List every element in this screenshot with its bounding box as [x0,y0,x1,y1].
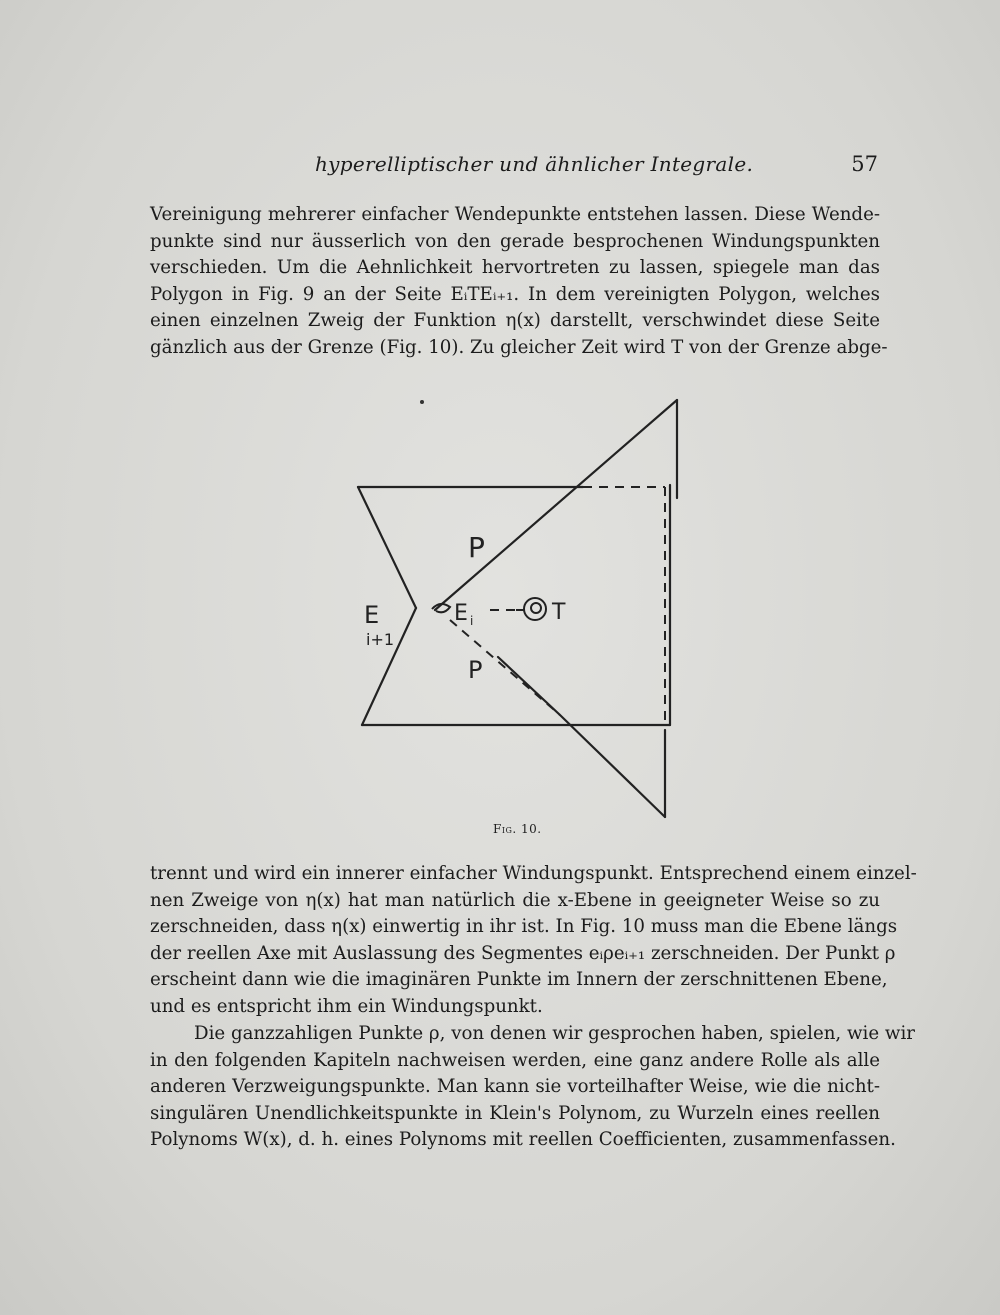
page-number: 57 [851,152,878,176]
label-e-left-sub: i+1 [366,630,395,649]
text-line: Polynoms W(x), d. h. eines Polynoms mit reellen Coefficienten, zusammenfassen. [150,1129,896,1151]
running-title: hyperelliptischer und ähnlicher Integrale. [315,152,754,176]
label-e-left: E [364,601,380,629]
text-line: punkte sind nur äusserlich von den gerade besprochenen Windungspunkten [150,230,880,252]
label-p-lower: P [468,656,483,684]
label-p-upper: P [468,531,485,564]
text-line: trennt und wird ein innerer einfacher Windungspunkt. Entsprechend einem einzel- [150,863,917,884]
text-line: Polygon in Fig. 9 an der Seite EᵢTEᵢ₊₁. In dem vereinigten Polygon, welches [150,283,880,305]
label-e-inner: E [454,601,468,626]
text-line: verschieden. Um die Aehnlichkeit hervortreten zu lassen, spiegele man das [150,257,880,279]
text-line: gänzlich aus der Grenze (Fig. 10). Zu gleicher Zeit wird T von der Grenze abge- [150,336,888,358]
figure-10-diagram [340,395,700,825]
label-t: T [552,600,566,625]
page-header [150,152,878,182]
paragraph-2 [150,861,917,1021]
figure-caption: Fig. 10. [493,822,542,836]
spiral-icon [516,598,546,620]
text-line: Die ganzzahligen Punkte ρ, von denen wir gesprochen haben, spielen, wie wir [194,1023,915,1044]
text-line: der reellen Axe mit Auslassung des Segmentes eᵢρeᵢ₊₁ zerschneiden. Der Punkt ρ [150,942,896,964]
text-line: Vereinigung mehrerer einfacher Wendepunkte entstehen lassen. Diese Wende- [150,204,880,225]
text-line: anderen Verzweigungspunkte. Man kann sie vorteilhafter Weise, wie die nicht- [150,1076,880,1098]
text-line: in den folgenden Kapiteln nachweisen werden, eine ganz andere Rolle als alle [150,1049,880,1071]
paragraph-3 [150,1021,915,1154]
paragraph-1 [150,202,888,362]
text-line: und es entspricht ihm ein Windungspunkt. [150,995,543,1017]
label-e-inner-sub: i [470,614,474,628]
triangle-upper-edge [435,400,677,610]
text-line: nen Zweige von η(x) hat man natürlich die x-Ebene in geeigneter Weise so zu [150,889,880,911]
text-line: zerschneiden, dass η(x) einwertig in ihr ist. In Fig. 10 muss man die Ebene längs [150,916,898,938]
text-line: singulären Unendlichkeitspunkte in Klein's Polynom, zu Wurzeln eines reellen [150,1102,880,1124]
figure-10 [340,395,700,825]
text-line: einen einzelnen Zweig der Funktion η(x) darstellt, verschwindet diese Seite [150,310,880,332]
polygon-outline-left-upper [358,487,416,608]
triangle-lower-edge [498,657,665,817]
text-line: erscheint dann wie die imaginären Punkte im Innern der zerschnittenen Ebene, [150,969,888,991]
